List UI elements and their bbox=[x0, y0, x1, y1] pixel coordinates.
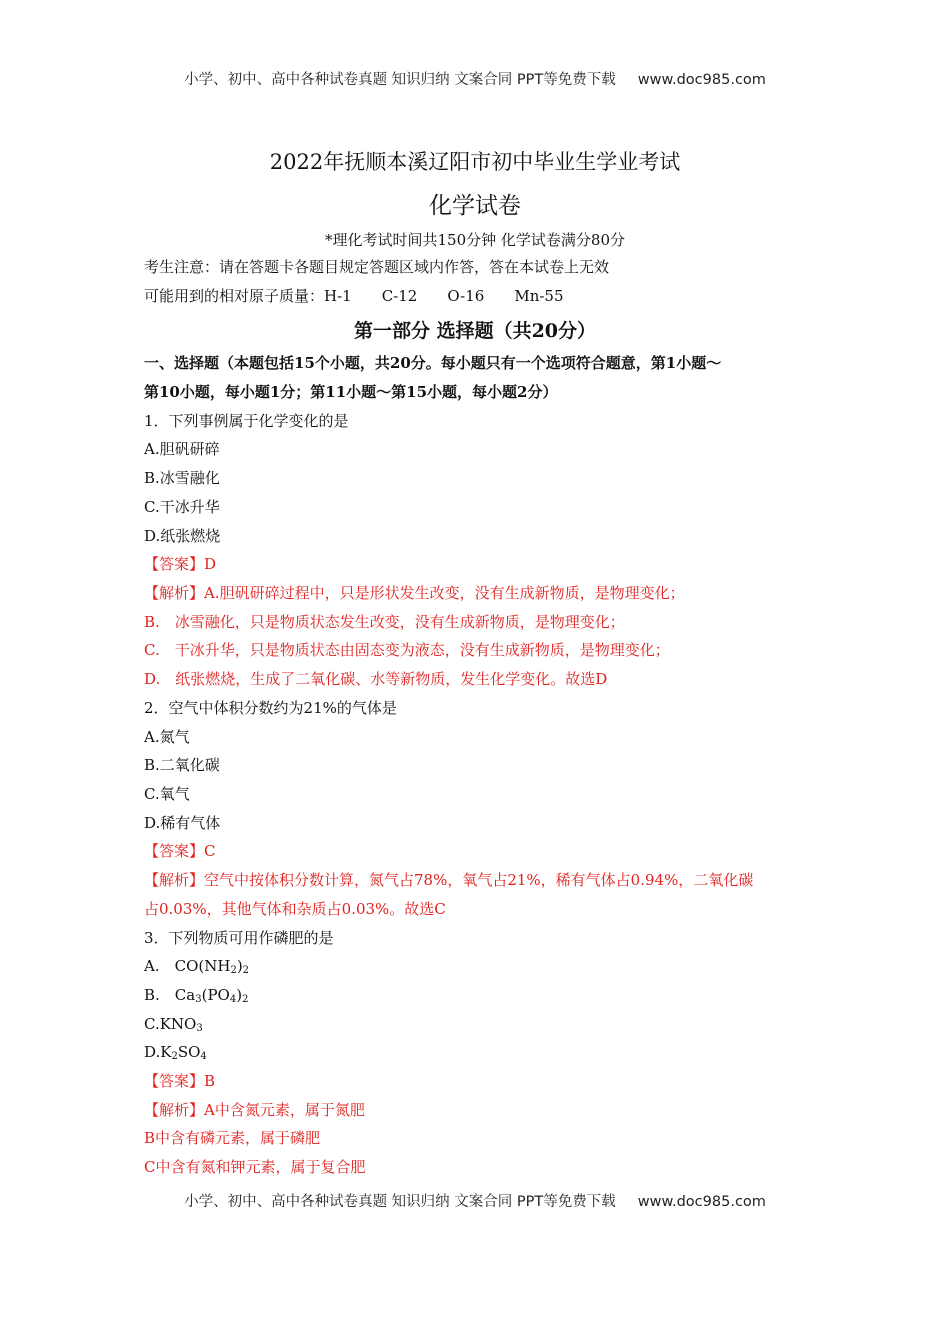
notice-line: 考生注意：请在答题卡各题目规定答题区域内作答，答在本试卷上无效 bbox=[144, 258, 610, 276]
q1-analysis-2: B. 冰雪融化，只是物质状态发生改变，没有生成新物质，是物理变化； bbox=[144, 613, 625, 631]
page-header bbox=[0, 68, 950, 89]
page-footer bbox=[0, 1190, 950, 1211]
atomic-mass-line: 可能用到的相对原子质量：H-1 C-12 O-16 Mn-55 bbox=[144, 287, 564, 305]
q1-analysis-1: 【解析】A.胆矾研碎过程中，只是形状发生改变，没有生成新物质，是物理变化； bbox=[144, 584, 685, 602]
q2-analysis-2: 占0.03%，其他气体和杂质占0.03%。故选C bbox=[144, 900, 446, 918]
q2-stem: 2．空气中体积分数约为21%的气体是 bbox=[144, 699, 397, 717]
q3-option-b: B. $Ca_3(PO_4)_2$ bbox=[144, 986, 249, 1005]
exam-title: 2022年抚顺本溪辽阳市初中毕业生学业考试 bbox=[269, 150, 681, 174]
header-url[interactable]: www.doc985.com bbox=[637, 72, 766, 88]
q3-analysis-1: 【解析】A中含氮元素，属于氮肥 bbox=[144, 1101, 365, 1119]
q3-option-a: A. $CO(NH_2)_2$ bbox=[144, 957, 250, 976]
footer-url[interactable]: www.doc985.com bbox=[637, 1194, 766, 1210]
q2-option-c: C.氧气 bbox=[144, 785, 190, 803]
instructions-line-1: 一、选择题（本题包括15个小题，共20分。每小题只有一个选项符合题意，第1小题～ bbox=[144, 354, 722, 372]
q1-option-a: A.胆矾研碎 bbox=[144, 440, 220, 458]
q2-option-b: B.二氧化碳 bbox=[144, 756, 220, 774]
q3-analysis-2: B中含有磷元素，属于磷肥 bbox=[144, 1129, 321, 1147]
q2-option-d: D.稀有气体 bbox=[144, 814, 221, 832]
q1-option-c: C.干冰升华 bbox=[144, 498, 220, 516]
q3-option-d: $D.K_2SO_4$ bbox=[144, 1043, 207, 1062]
q3-answer: 【答案】B bbox=[144, 1072, 216, 1090]
q1-option-d: D.纸张燃烧 bbox=[144, 527, 221, 545]
q1-analysis-4: D. 纸张燃烧，生成了二氧化碳、水等新物质，发生化学变化。故选D bbox=[144, 670, 608, 688]
q2-option-a: A.氮气 bbox=[144, 728, 190, 746]
q3-option-c: $C.KNO_3$ bbox=[144, 1015, 203, 1034]
header-text: 小学、初中、高中各种试卷真题 知识归纳 文案合同 PPT等免费下载 bbox=[184, 72, 616, 88]
q2-answer: 【答案】C bbox=[144, 842, 216, 860]
q1-analysis-3: C. 干冰升华，只是物质状态由固态变为液态，没有生成新物质，是物理变化； bbox=[144, 641, 670, 659]
section-title: 第一部分 选择题（共20分） bbox=[353, 320, 597, 342]
instructions-line-2: 第10小题，每小题1分；第11小题～第15小题，每小题2分） bbox=[144, 383, 558, 401]
q1-stem: 1．下列事例属于化学变化的是 bbox=[144, 412, 349, 430]
q3-stem: 3．下列物质可用作磷肥的是 bbox=[144, 929, 334, 947]
q1-option-b: B.冰雪融化 bbox=[144, 469, 220, 487]
q1-answer: 【答案】D bbox=[144, 555, 217, 573]
subject-title: 化学试卷 bbox=[429, 193, 521, 219]
footer-text: 小学、初中、高中各种试卷真题 知识归纳 文案合同 PPT等免费下载 bbox=[184, 1194, 616, 1210]
q2-analysis-1: 【解析】空气中按体积分数计算，氮气占78%，氧气占21%，稀有气体占0.94%，二氧化碳 bbox=[144, 871, 754, 889]
exam-note: *理化考试时间共150分钟 化学试卷满分80分 bbox=[325, 231, 625, 249]
q3-analysis-3: C中含有氮和钾元素，属于复合肥 bbox=[144, 1158, 366, 1176]
